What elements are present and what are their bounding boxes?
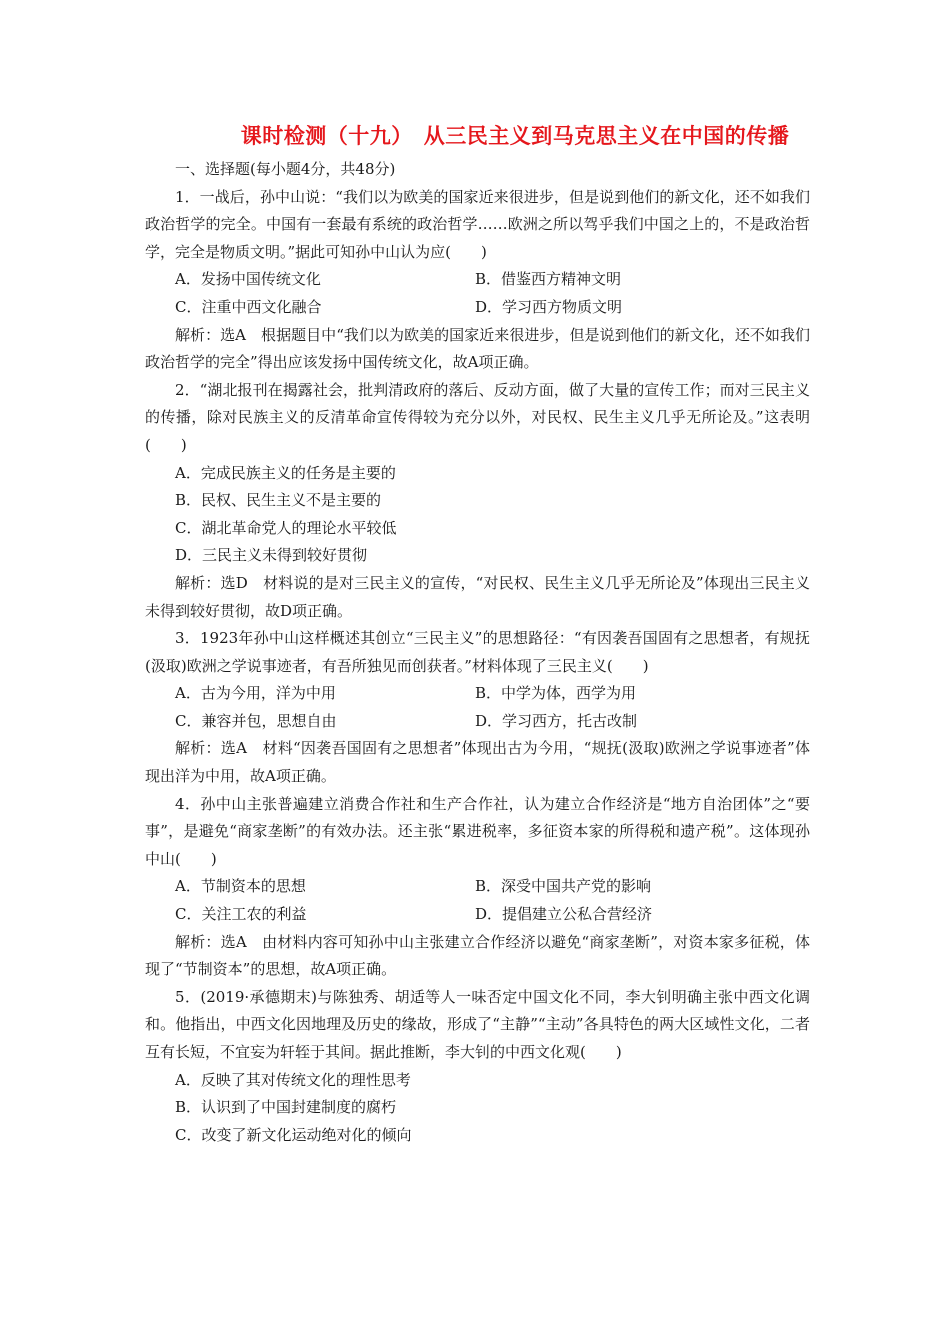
- option-d: D．学习西方，托古改制: [475, 711, 638, 730]
- answer-explanation: 解析：选D 材料说的是对三民主义的宣传，“对民权、民生主义几乎无所论及”体现出三民主义未得到较好贯彻，故D项正确。: [145, 573, 810, 620]
- option-c: C．关注工农的利益: [175, 905, 307, 924]
- option-row: [145, 266, 810, 294]
- answer-explanation: 解析：选A 由材料内容可知孙中山主张建立合作经济以避免“商家垄断”，对资本家多征税，体现了“节制资本”的思想，故A项正确。: [145, 932, 810, 979]
- option-a: A．节制资本的思想: [175, 877, 306, 896]
- option-a: A．古为今用，洋为中用: [175, 684, 336, 703]
- option-d: D．学习西方物质文明: [475, 297, 623, 316]
- option-b: B．中学为体，西学为用: [475, 684, 637, 703]
- question-stem: 5．(2019·承德期末)与陈独秀、胡适等人一味否定中国文化不同，李大钊明确主张中西文化调和。他指出，中西文化因地理及历史的缘故，形成了“主静”“主动”各具特色的两大区域性文化，二者互有长短，不宜妄为轩轾于其间。据此推断，李大钊的中西文化观( ): [145, 987, 810, 1061]
- option-d: D．提倡建立公私合营经济: [475, 905, 653, 924]
- question-stem: 4．孙中山主张普遍建立消费合作社和生产合作社，认为建立合作经济是“地方自治团体”之“要事”，是避免“商家垄断”的有效办法。还主张“累进税率，多征资本家的所得税和遗产税”。这体现孙中山( ): [145, 794, 810, 868]
- option-row: [145, 294, 810, 322]
- option-a: A．完成民族主义的任务是主要的: [175, 463, 396, 482]
- option-row: [145, 873, 810, 901]
- option-row: [145, 901, 810, 929]
- option-a: A．反映了其对传统文化的理性思考: [175, 1070, 411, 1089]
- section-header: 一、选择题(每小题4分，共48分): [175, 160, 396, 178]
- option-b: B．民权、民生主义不是主要的: [175, 491, 382, 510]
- document-body: [145, 156, 810, 1149]
- option-row: [145, 708, 810, 736]
- option-b: B．认识到了中国封建制度的腐朽: [175, 1098, 397, 1117]
- page-title: 课时检测（十九） 从三民主义到马克思主义在中国的传播: [240, 124, 790, 148]
- option-b: B．借鉴西方精神文明: [475, 270, 622, 289]
- question-stem: 2．“湖北报刊在揭露社会，批判清政府的落后、反动方面，做了大量的宣传工作；而对三民主义的传播，除对民族主义的反清革命宣传得较为充分以外，对民权、民生主义几乎无所论及。”这表明( ): [145, 380, 810, 454]
- question-stem: 1．一战后，孙中山说：“我们以为欧美的国家近来很进步，但是说到他们的新文化，还不如我们政治哲学的完全。中国有一套最有系统的政治哲学……欧洲之所以驾乎我们中国之上的，不是政治哲学，完全是物质文明。”据此可知孙中山认为应( ): [145, 187, 810, 261]
- option-c: C．湖北革命党人的理论水平较低: [175, 518, 397, 537]
- question-stem: 3．1923年孙中山这样概述其创立“三民主义”的思想路径：“有因袭吾国固有之思想者，有规抚(汲取)欧洲之学说事迹者，有吾所独见而创获者。”材料体现了三民主义( ): [145, 629, 810, 675]
- option-c: C．改变了新文化运动绝对化的倾向: [175, 1125, 412, 1144]
- option-a: A．发扬中国传统文化: [175, 270, 321, 289]
- option-d: D．三民主义未得到较好贯彻: [175, 546, 368, 565]
- answer-explanation: 解析：选A 根据题目中“我们以为欧美的国家近来很进步，但是说到他们的新文化，还不如我们政治哲学的完全”得出应该发扬中国传统文化，故A项正确。: [145, 325, 810, 372]
- option-row: [145, 680, 810, 708]
- answer-explanation: 解析：选A 材料“因袭吾国固有之思想者”体现出古为今用，“规抚(汲取)欧洲之学说事迹者”体现出洋为中用，故A项正确。: [145, 739, 810, 786]
- option-c: C．注重中西文化融合: [175, 297, 322, 316]
- option-b: B．深受中国共产党的影响: [475, 877, 652, 896]
- option-c: C．兼容并包，思想自由: [175, 711, 337, 730]
